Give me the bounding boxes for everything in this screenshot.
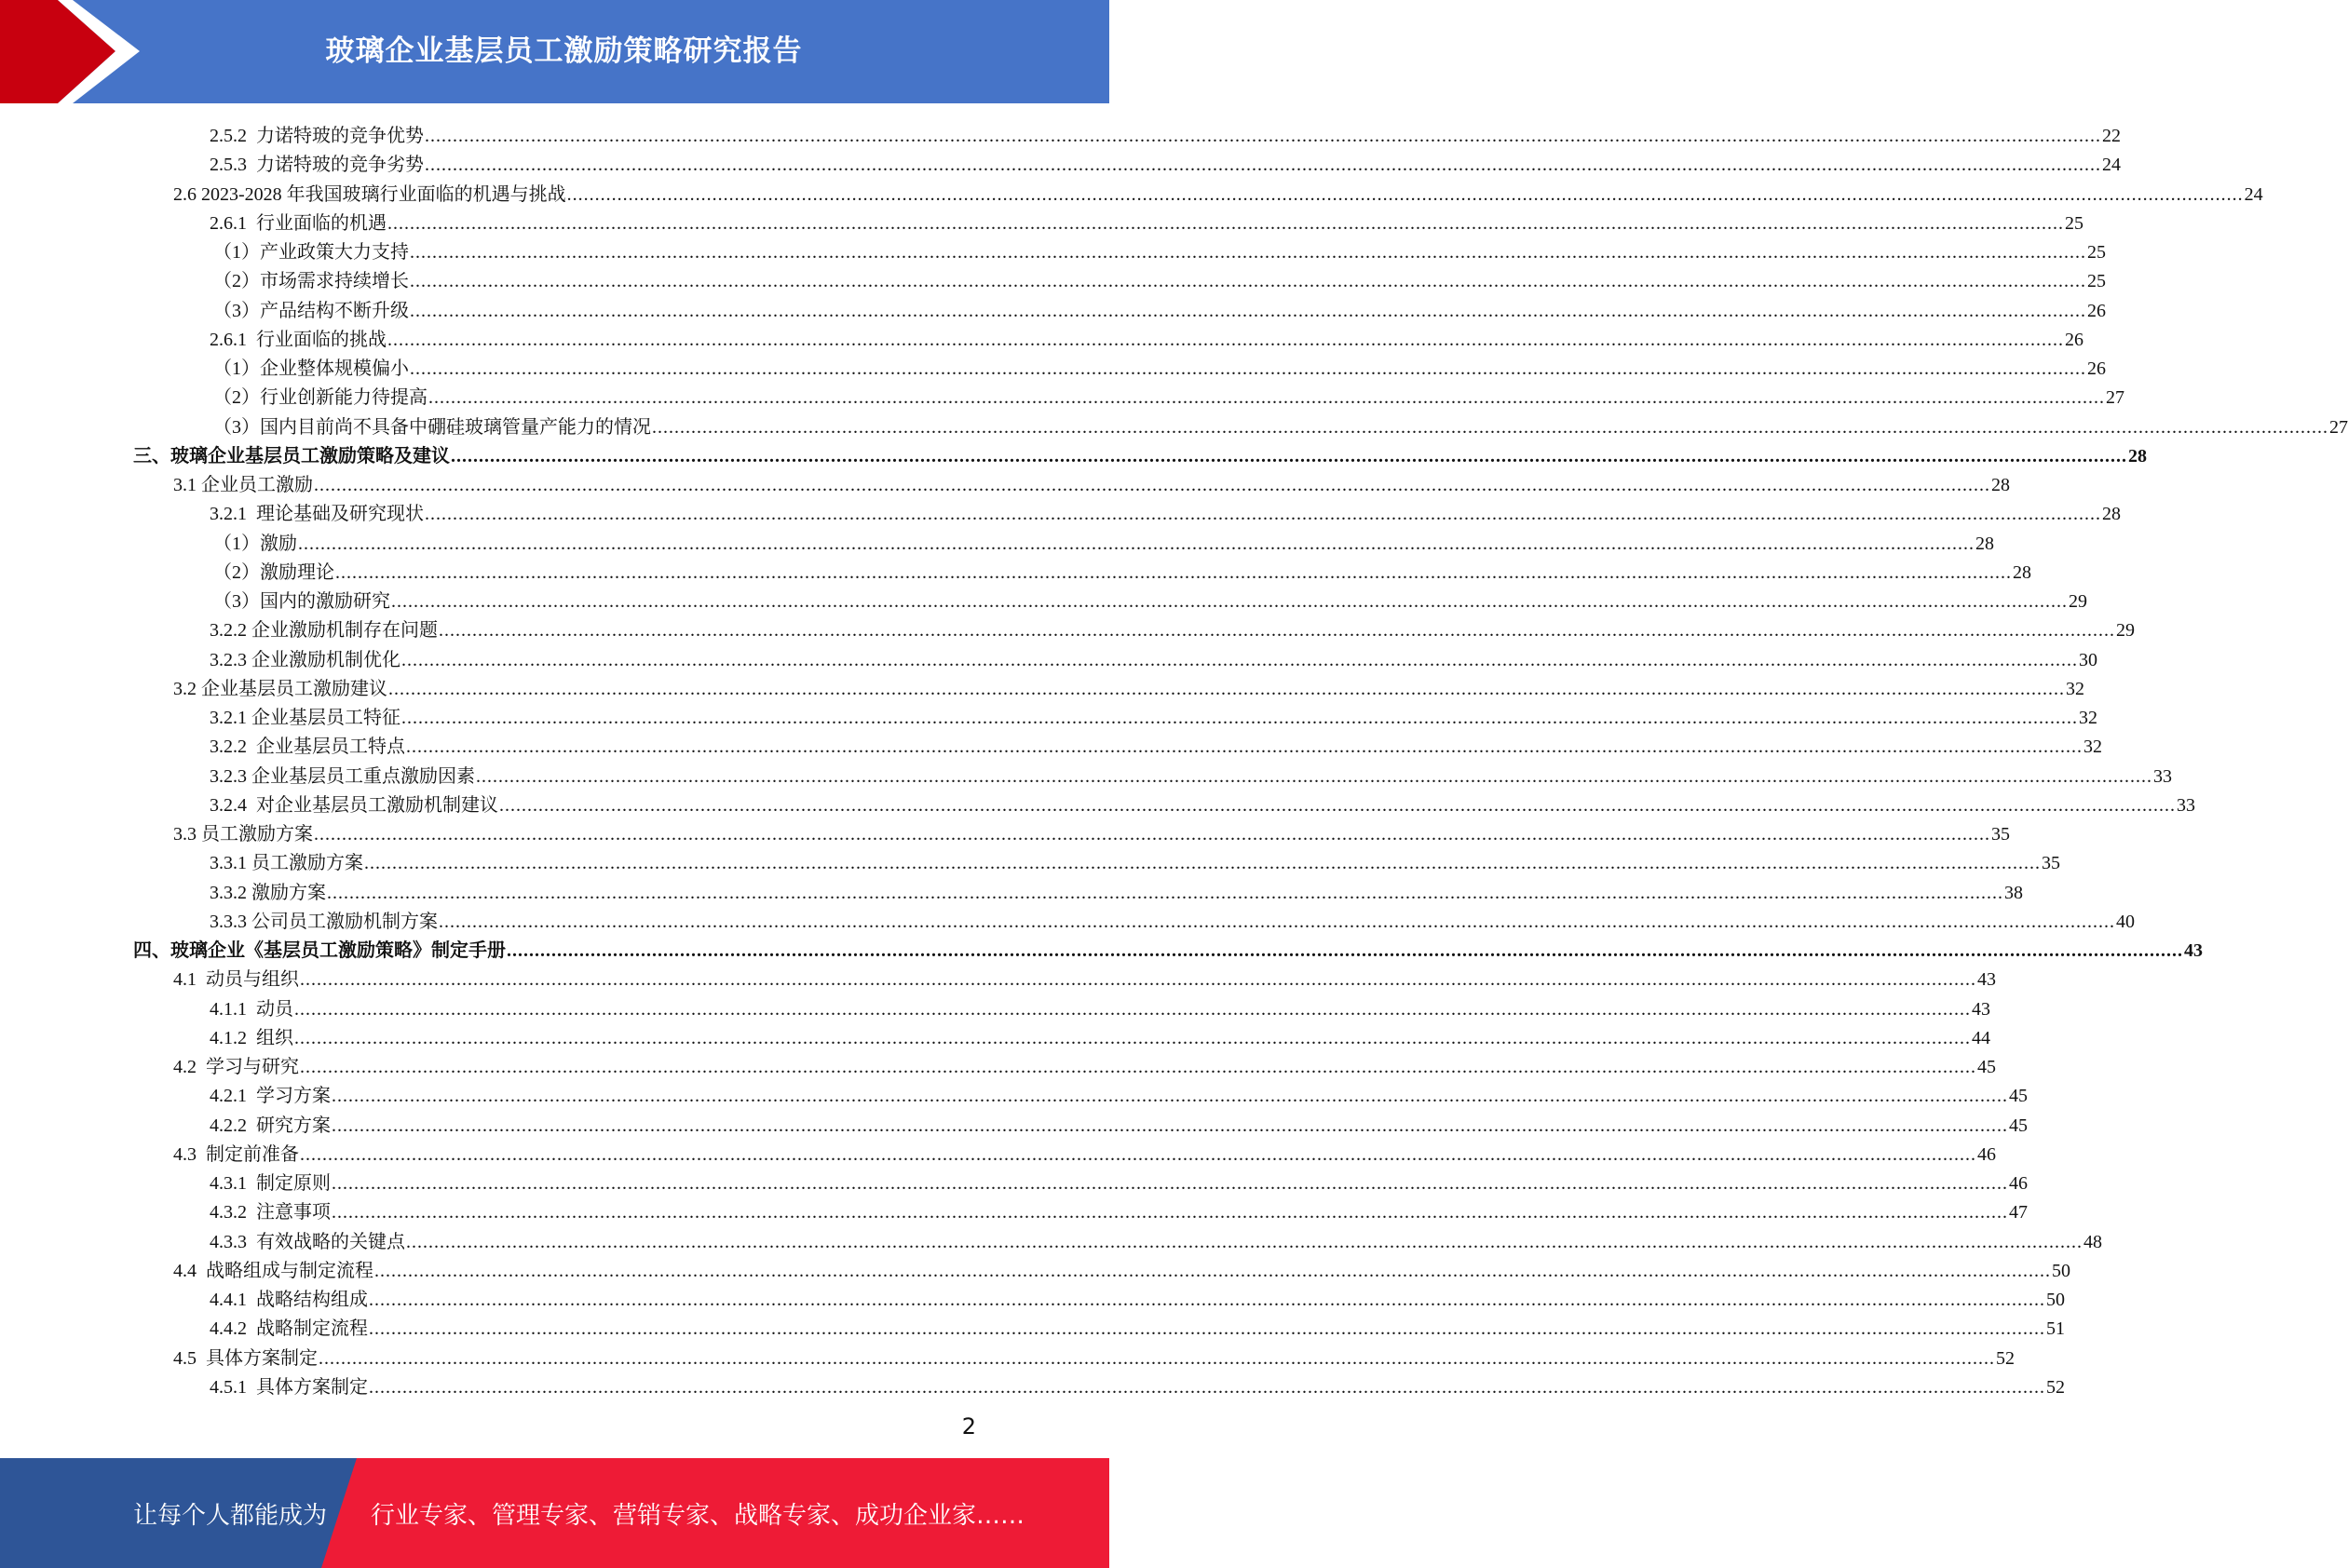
toc-entry-page: 32 [2083, 737, 2102, 758]
toc-entry[interactable] [210, 613, 2135, 642]
toc-entry[interactable] [210, 875, 2023, 904]
toc-dot-leader: ............................................................................................................................................................................................................................................................................................................ [298, 533, 1975, 554]
toc-entry[interactable] [210, 1166, 2028, 1195]
toc-entry-title: 3.3.2 激励方案 [210, 882, 326, 903]
toc-dot-leader: ............................................................................................................................................................................................................................................................................................................ [319, 1347, 1995, 1369]
toc-entry-title: 4.5 具体方案制定 [173, 1347, 318, 1369]
toc-entry-page: 48 [2083, 1231, 2102, 1252]
toc-entry-title: 4.1.2 组织 [210, 1027, 293, 1048]
toc-dot-leader: ............................................................................................................................................................................................................................................................................................................ [387, 212, 2064, 234]
toc-entry-page: 43 [1972, 998, 1990, 1020]
toc-entry-page: 45 [2009, 1086, 2028, 1107]
toc-entry-title: 2.5.3 力诺特玻的竞争劣势 [210, 155, 424, 176]
toc-entry-title: 4.2 学习与研究 [173, 1057, 299, 1077]
toc-dot-leader: ............................................................................................................................................................................................................................................................................................................ [439, 620, 2115, 642]
toc-entry[interactable] [213, 264, 2106, 292]
toc-entry-page: 26 [2087, 300, 2106, 321]
toc-entry[interactable] [173, 1049, 1996, 1078]
toc-entry-title: （1）企业整体规模偏小 [213, 358, 409, 379]
footer-slogan-right: 行业专家、管理专家、营销专家、战略专家、成功企业家…… [371, 1501, 1025, 1530]
toc-entry-page: 33 [2153, 765, 2172, 787]
toc-entry-page: 46 [1977, 1143, 1996, 1165]
toc-entry-title: （3）国内目前尚不具备中硼硅玻璃管量产能力的情况 [213, 416, 651, 438]
toc-entry[interactable] [210, 1108, 2028, 1137]
toc-entry-title: 2.6.1 行业面临的机遇 [210, 212, 387, 234]
toc-entry[interactable] [173, 1341, 2015, 1370]
toc-entry-title: 三、玻璃企业基层员工激励策略及建议 [133, 445, 450, 466]
toc-entry[interactable] [133, 933, 2203, 962]
toc-entry-title: 4.3.2 注意事项 [210, 1202, 331, 1223]
toc-entry-title: 3.2 企业基层员工激励建议 [173, 678, 387, 699]
toc-entry-title: 4.2.1 学习方案 [210, 1086, 331, 1107]
toc-entry[interactable] [213, 584, 2087, 613]
toc-entry-page: 33 [2177, 794, 2195, 816]
toc-dot-leader: ............................................................................................................................................................................................................................................................................................................ [499, 794, 2176, 816]
toc-entry-page: 45 [1977, 1057, 1996, 1077]
toc-entry-title: 3.3.3 公司员工激励机制方案 [210, 911, 438, 932]
document-title: 玻璃企业基层员工激励策略研究报告 [325, 34, 803, 68]
toc-dot-leader: ............................................................................................................................................................................................................................................................................................................ [369, 1290, 2045, 1310]
toc-entry[interactable] [210, 759, 2172, 788]
toc-entry-page: 28 [2128, 445, 2147, 466]
toc-entry-page: 25 [2087, 242, 2106, 263]
toc-entry-title: 4.4 战略组成与制定流程 [173, 1260, 373, 1281]
toc-entry[interactable] [210, 1078, 2028, 1107]
toc-dot-leader: ............................................................................................................................................................................................................................................................................................................ [401, 708, 2078, 728]
toc-entry-title: 3.1 企业员工激励 [173, 475, 313, 495]
toc-entry-page: 29 [2116, 620, 2135, 642]
toc-dot-leader: ............................................................................................................................................................................................................................................................................................................ [364, 853, 2041, 874]
toc-entry[interactable] [213, 293, 2106, 322]
toc-entry[interactable] [210, 118, 2121, 147]
toc-entry[interactable] [213, 526, 1994, 555]
toc-dot-leader: ............................................................................................................................................................................................................................................................................................................ [428, 387, 2105, 409]
toc-entry[interactable] [213, 380, 2124, 409]
toc-dot-leader: ............................................................................................................................................................................................................................................................................................................ [294, 998, 1971, 1020]
toc-entry[interactable] [210, 904, 2135, 933]
toc-dot-leader: ............................................................................................................................................................................................................................................................................................................ [425, 126, 2101, 146]
toc-dot-leader: ............................................................................................................................................................................................................................................................................................................ [401, 649, 2078, 670]
toc-entry-page: 30 [2079, 649, 2097, 670]
toc-dot-leader: ............................................................................................................................................................................................................................................................................................................ [391, 591, 2068, 612]
toc-entry-page: 24 [2244, 183, 2263, 205]
toc-entry-title: 3.3.1 员工激励方案 [210, 853, 363, 874]
page-number: 2 [961, 1413, 976, 1440]
toc-entry[interactable] [210, 642, 2097, 671]
toc-entry-title: 3.2.1 企业基层员工特征 [210, 708, 400, 728]
toc-entry[interactable] [133, 439, 2147, 467]
toc-entry-page: 29 [2069, 591, 2087, 612]
toc-entry-page: 38 [2004, 882, 2023, 903]
toc-entry-title: 4.2.2 研究方案 [210, 1115, 331, 1136]
toc-entry-title: 3.3 员工激励方案 [173, 824, 313, 845]
toc-dot-leader: ............................................................................................................................................................................................................................................................................................................ [387, 329, 2064, 350]
toc-dot-leader: ............................................................................................................................................................................................................................................................................................................ [439, 911, 2115, 932]
toc-entry-title: 2.6 2023-2028 年我国玻璃行业面临的机遇与挑战 [173, 183, 566, 205]
toc-entry[interactable] [173, 962, 1996, 991]
toc-entry-page: 28 [1991, 475, 2010, 495]
toc-entry-title: （1）产业政策大力支持 [213, 242, 409, 263]
toc-entry-title: 3.2.3 企业基层员工重点激励因素 [210, 765, 475, 787]
toc-entry-title: 四、玻璃企业《基层员工激励策略》制定手册 [133, 940, 506, 961]
toc-dot-leader: ............................................................................................................................................................................................................................................................................................................ [300, 1143, 1976, 1165]
toc-entry-page: 52 [2046, 1376, 2065, 1398]
toc-entry-page: 32 [2066, 678, 2084, 699]
toc-entry-title: （2）行业创新能力待提高 [213, 387, 428, 409]
toc-entry[interactable] [173, 671, 2084, 700]
toc-entry-page: 27 [2106, 387, 2124, 409]
toc-entry-page: 43 [2184, 940, 2203, 961]
toc-entry[interactable] [210, 1282, 2065, 1311]
toc-entry[interactable] [210, 496, 2121, 525]
toc-dot-leader: ............................................................................................................................................................................................................................................................................................................ [332, 1173, 2008, 1194]
toc-dot-leader: ............................................................................................................................................................................................................................................................................................................ [300, 969, 1976, 991]
toc-entry-page: 24 [2102, 155, 2121, 176]
toc-dot-leader: ............................................................................................................................................................................................................................................................................................................ [652, 416, 2328, 438]
page-header [0, 0, 1109, 103]
toc-entry-page: 44 [1972, 1027, 1990, 1048]
toc-entry-title: 3.2.2 企业基层员工特点 [210, 737, 405, 758]
toc-entry[interactable] [210, 1021, 1990, 1049]
toc-entry-title: （2）市场需求持续增长 [213, 271, 409, 292]
toc-entry-title: 2.6.1 行业面临的挑战 [210, 329, 387, 350]
toc-entry[interactable] [210, 147, 2121, 176]
toc-entry[interactable] [210, 700, 2097, 729]
toc-dot-leader: ............................................................................................................................................................................................................................................................................................................ [388, 678, 2065, 699]
toc-entry[interactable] [210, 992, 1990, 1021]
toc-entry[interactable] [210, 1224, 2102, 1253]
toc-dot-leader: ............................................................................................................................................................................................................................................................................................................ [369, 1376, 2045, 1398]
toc-entry[interactable] [210, 1195, 2028, 1223]
toc-dot-leader: ............................................................................................................................................................................................................................................................................................................ [332, 1202, 2008, 1223]
toc-entry-page: 50 [2052, 1260, 2070, 1281]
toc-entry[interactable] [173, 1137, 1996, 1166]
toc-dot-leader: ............................................................................................................................................................................................................................................................................................................ [566, 183, 2244, 205]
toc-dot-leader: ............................................................................................................................................................................................................................................................................................................ [406, 737, 2083, 758]
toc-dot-leader: ............................................................................................................................................................................................................................................................................................................ [327, 882, 2003, 903]
toc-entry-page: 28 [2102, 504, 2121, 525]
toc-entry-page: 43 [1977, 969, 1996, 991]
toc-entry-page: 50 [2046, 1290, 2065, 1310]
toc-entry-page: 25 [2065, 212, 2083, 234]
toc-dot-leader: ............................................................................................................................................................................................................................................................................................................ [314, 475, 1990, 495]
toc-dot-leader: ............................................................................................................................................................................................................................................................................................................ [425, 504, 2101, 525]
toc-entry-page: 47 [2009, 1202, 2028, 1223]
toc-entry-page: 40 [2116, 911, 2135, 932]
toc-entry-title: 4.1.1 动员 [210, 998, 293, 1020]
toc-entry-title: 4.3.1 制定原则 [210, 1173, 331, 1194]
toc-entry-page: 22 [2102, 126, 2121, 146]
toc-dot-leader: ............................................................................................................................................................................................................................................................................................................ [300, 1057, 1976, 1077]
toc-dot-leader: ............................................................................................................................................................................................................................................................................................................ [425, 155, 2101, 176]
toc-entry[interactable] [173, 817, 2010, 845]
toc-entry-title: 4.4.1 战略结构组成 [210, 1290, 368, 1310]
toc-entry[interactable] [210, 788, 2195, 817]
toc-entry-page: 28 [2013, 561, 2031, 583]
toc-entry[interactable] [213, 410, 2348, 439]
toc-entry-title: （3）国内的激励研究 [213, 591, 390, 612]
toc-entry[interactable] [210, 729, 2102, 758]
footer-slogan-left: 让每个人都能成为 [133, 1501, 328, 1530]
toc-entry-page: 51 [2046, 1318, 2065, 1340]
toc-dot-leader: ............................................................................................................................................................................................................................................................................................................ [406, 1231, 2083, 1252]
toc-dot-leader: ............................................................................................................................................................................................................................................................................................................ [476, 765, 2152, 787]
toc-entry-page: 27 [2329, 416, 2348, 438]
toc-entry[interactable] [210, 322, 2083, 351]
toc-entry-page: 52 [1996, 1347, 2015, 1369]
toc-dot-leader: ............................................................................................................................................................................................................................................................................................................ [332, 1115, 2008, 1136]
toc-entry-page: 25 [2087, 271, 2106, 292]
toc-entry[interactable] [210, 1370, 2065, 1399]
toc-dot-leader: ............................................................................................................................................................................................................................................................................................................ [374, 1260, 2051, 1281]
toc-dot-leader: ............................................................................................................................................................................................................................................................................................................ [410, 242, 2086, 263]
toc-dot-leader: ............................................................................................................................................................................................................................................................................................................ [314, 824, 1990, 845]
toc-entry[interactable] [210, 845, 2060, 874]
toc-entry[interactable] [210, 206, 2083, 235]
toc-dot-leader: ............................................................................................................................................................................................................................................................................................................ [369, 1318, 2045, 1340]
page-footer [0, 1458, 1109, 1568]
toc-entry-page: 35 [2042, 853, 2060, 874]
toc-entry-title: 3.2.3 企业激励机制优化 [210, 649, 400, 670]
toc-entry-title: 4.3.3 有效战略的关键点 [210, 1231, 405, 1252]
toc-entry-title: （2）激励理论 [213, 561, 334, 583]
toc-dot-leader: ............................................................................................................................................................................................................................................................................................................ [294, 1027, 1971, 1048]
toc-dot-leader: ............................................................................................................................................................................................................................................................................................................ [410, 271, 2086, 292]
toc-entry-title: 4.1 动员与组织 [173, 969, 299, 991]
toc-entry-title: 3.2.4 对企业基层员工激励机制建议 [210, 794, 498, 816]
toc-entry-title: 4.4.2 战略制定流程 [210, 1318, 368, 1340]
toc-entry-title: （1）激励 [213, 533, 297, 554]
toc-entry[interactable] [173, 467, 2010, 496]
toc-entry-page: 26 [2087, 358, 2106, 379]
toc-entry-page: 32 [2079, 708, 2097, 728]
toc-entry-page: 46 [2009, 1173, 2028, 1194]
toc-entry[interactable] [213, 555, 2031, 584]
toc-dot-leader: ............................................................................................................................................................................................................................................................................................................ [335, 561, 2012, 583]
toc-dot-leader: ............................................................................................................................................................................................................................................................................................................ [410, 300, 2086, 321]
toc-entry-title: 3.2.1 理论基础及研究现状 [210, 504, 424, 525]
toc-dot-leader: ............................................................................................................................................................................................................................................................................................................ [410, 358, 2086, 379]
toc-entry-title: 4.5.1 具体方案制定 [210, 1376, 368, 1398]
toc-entry-page: 35 [1991, 824, 2010, 845]
toc-dot-leader: ............................................................................................................................................................................................................................................................................................................ [451, 445, 2127, 466]
toc-entry-title: 2.5.2 力诺特玻的竞争优势 [210, 126, 424, 146]
toc-entry-page: 26 [2065, 329, 2083, 350]
toc-entry-title: 4.3 制定前准备 [173, 1143, 299, 1165]
toc-dot-leader: ............................................................................................................................................................................................................................................................................................................ [332, 1086, 2008, 1107]
toc-entry[interactable] [213, 235, 2106, 264]
toc-entry[interactable] [210, 1311, 2065, 1340]
toc-entry-title: （3）产品结构不断升级 [213, 300, 409, 321]
toc-entry[interactable] [173, 177, 2263, 206]
toc-entry[interactable] [173, 1253, 2070, 1282]
toc-entry-page: 28 [1975, 533, 1994, 554]
toc-entry-page: 45 [2009, 1115, 2028, 1136]
toc-entry[interactable] [213, 351, 2106, 380]
toc-entry-title: 3.2.2 企业激励机制存在问题 [210, 620, 438, 642]
toc-dot-leader: ............................................................................................................................................................................................................................................................................................................ [507, 940, 2183, 961]
